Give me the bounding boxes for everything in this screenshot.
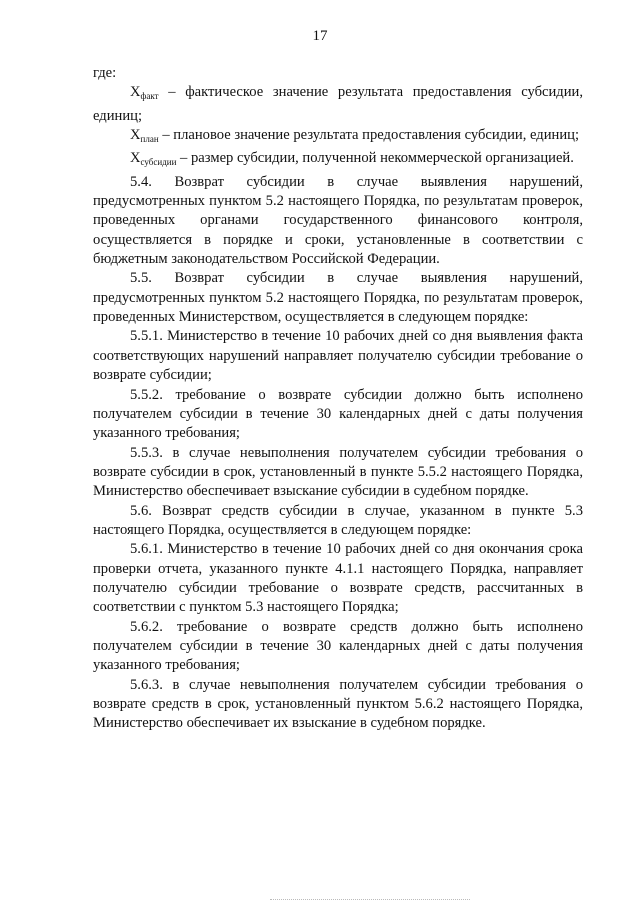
variable-symbol: Х [130,150,141,167]
paragraph-5-6: 5.6. Возврат средств субсидии в случае, указанном в пункте 5.3 настоящего Порядка, осуществляется в следующем порядке: [93,502,583,538]
scan-edge-divider [270,899,470,900]
definition-text: – плановое значение результата предоставления субсидии, единиц; [158,127,580,144]
document-body [93,64,583,734]
paragraph-5-4: 5.4. Возврат субсидии в случае выявления нарушений, предусмотренных пунктом 5.2 настоящего Порядка, по результатам проверок, проведенных органами государственного финансового контроля, осуществляется в порядке и сроки, установленные в соответствии с бюджетным законодательством Российской Федерации. [93,173,583,268]
paragraph-5-6-2: 5.6.2. требование о возврате средств должно быть исполнено получателем субсидии в течение 30 календарных дней с даты получения указанного требования; [93,618,583,674]
variable-symbol: Х [130,127,141,144]
paragraph-5-5: 5.5. Возврат субсидии в случае выявления нарушений, предусмотренных пунктом 5.2 настоящего Порядка, по результатам проверок, проведенных Министерством, осуществляется в следующем порядке: [93,270,583,326]
definition-text: – фактическое значение результата предоставления субсидии, единиц; [93,84,583,124]
paragraph-5-6-1: 5.6.1. Министерство в течение 10 рабочих дней со дня окончания срока проверки отчета, указанного пункте 4.1.1 настоящего Порядка, направляет получателю субсидии требование о возврате средств, рассчитанных в соответствии с пунктом 5.3 настоящего Порядка; [93,541,583,616]
paragraph-5-6-3: 5.6.3. в случае невыполнения получателем субсидии требования о возврате средств в срок, установленный пунктом 5.6.2 настоящего Порядка, Министерство обеспечивает их взыскание в судебном порядке. [93,676,583,732]
variable-symbol: Х [130,84,141,101]
paragraph-5-5-1: 5.5.1. Министерство в течение 10 рабочих дней со дня выявления факта соответствующих нарушений направляет получателю субсидии требование о возврате субсидии; [93,328,583,384]
paragraph-5-5-3: 5.5.3. в случае невыполнения получателем субсидии требования о возврате субсидии в срок, установленный в пункте 5.5.2 настоящего Порядка, Министерство обеспечивает взыскание субсидии в судебном порядке. [93,444,583,500]
definition-plan [93,126,583,149]
paragraph-5-5-2: 5.5.2. требование о возврате субсидии должно быть исполнено получателем субсидии в течение 30 календарных дней с даты получения указанного требования; [93,386,583,442]
page-number: 17 [312,28,328,44]
variable-subscript: субсидии [140,157,177,168]
variable-subscript: план [140,134,159,145]
definition-fact [93,83,583,126]
where-label: где: [93,65,117,81]
variable-subscript: факт [140,91,159,102]
definition-text: – размер субсидии, полученной некоммерческой организацией. [176,150,574,167]
definition-subsidy [93,149,583,172]
